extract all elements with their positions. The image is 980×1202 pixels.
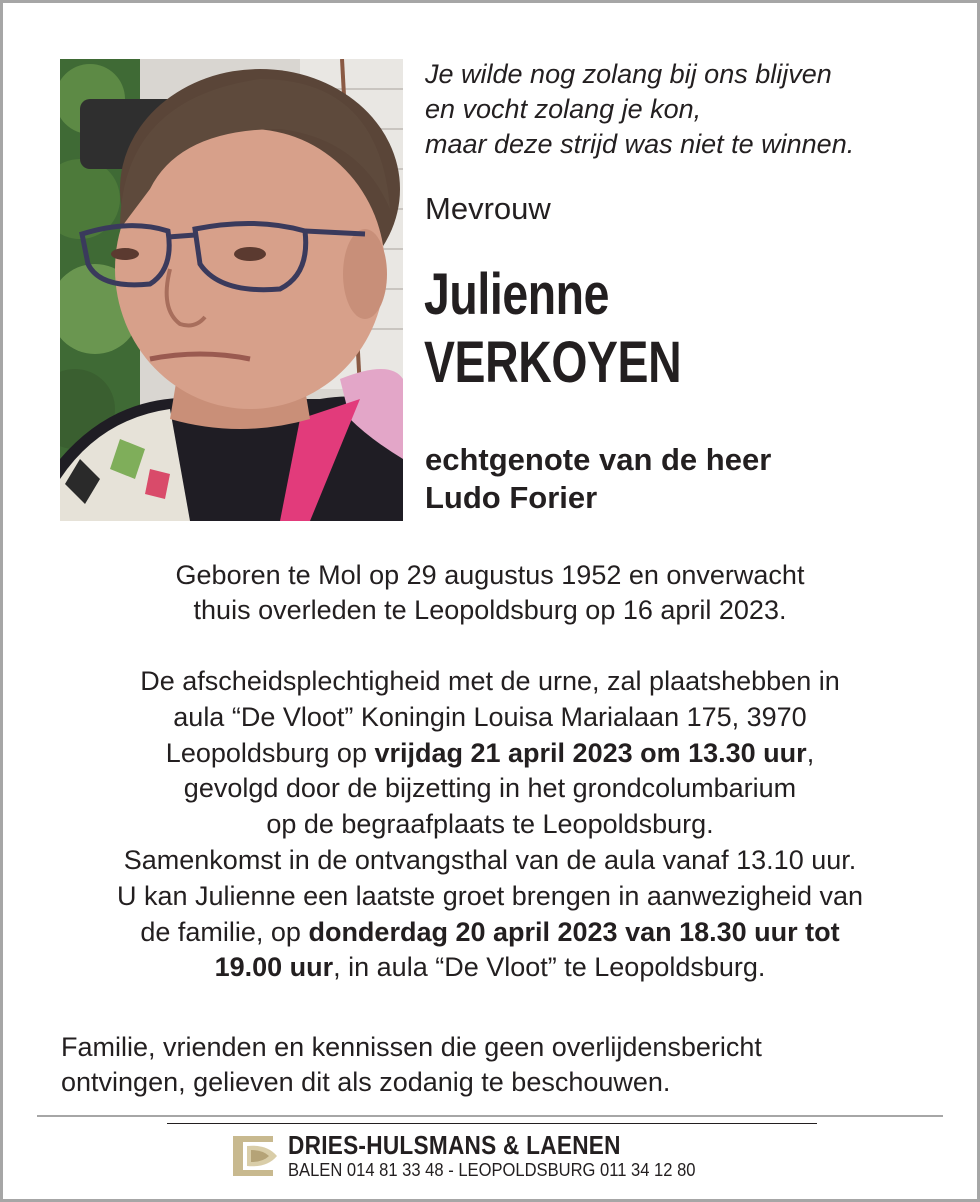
portrait-photo [60, 59, 403, 521]
spouse-info [425, 441, 771, 517]
ceremony-line: aula “De Vloot” Koningin Louisa Marialaan 175, 3970 [173, 701, 807, 732]
spouse-line-1: echtgenote van de heer [425, 442, 772, 477]
funeral-home-phones: BALEN 014 81 33 48 - LEOPOLDSBURG 011 34 12 80 [288, 1160, 696, 1180]
spouse-line-2: Ludo Forier [425, 480, 598, 515]
notice-line: Familie, vrienden en kennissen die geen overlijdensbericht [61, 1032, 762, 1062]
birth-death-info [3, 558, 977, 628]
ceremony-text: de familie, op [140, 916, 309, 947]
poem-line: en vocht zolang je kon, [425, 94, 702, 124]
deceased-name [424, 261, 681, 397]
ceremony-line: op de begraafplaats te Leopoldsburg. [266, 809, 714, 840]
ceremony-line [3, 736, 977, 772]
funeral-home-name: DRIES-HULSMANS & LAENEN [288, 1130, 621, 1160]
honorific-title: Mevrouw [425, 191, 551, 226]
ceremony-line: Samenkomst in de ontvangsthal van de aula vanaf 13.10 uur. [123, 844, 857, 875]
portrait-image [60, 59, 403, 521]
poem [425, 57, 854, 162]
ceremony-line: De afscheidsplechtigheid met de urne, zal plaatshebben in [140, 666, 840, 696]
notice-line: ontvingen, gelieven dit als zodanig te beschouwen. [61, 1067, 671, 1097]
footer-divider-thin [167, 1123, 817, 1124]
ceremony-text: , [806, 737, 815, 768]
visitation-end-time: 19.00 uur [214, 952, 334, 983]
ceremony-info [3, 664, 977, 986]
ceremony-text: , in aula “De Vloot” te Leopoldsburg. [333, 952, 766, 983]
ceremony-date: vrijdag 21 april 2023 om 13.30 uur [374, 737, 807, 768]
funeral-home-logo-icon [229, 1130, 281, 1180]
ceremony-line [3, 950, 977, 986]
ceremony-text: Leopoldsburg op [165, 737, 375, 768]
first-name: Julienne [424, 262, 610, 327]
last-name: VERKOYEN [424, 330, 682, 395]
ceremony-line [3, 915, 977, 951]
ceremony-line: gevolgd door de bijzetting in het grondcolumbarium [183, 773, 797, 804]
visitation-date: donderdag 20 april 2023 van 18.30 uur tot [308, 916, 840, 947]
poem-line: maar deze strijd was niet te winnen. [425, 129, 855, 159]
birth-line-2: thuis overleden te Leopoldsburg op 16 april 2023. [193, 595, 787, 625]
footer-divider [37, 1115, 943, 1117]
birth-line-1: Geboren te Mol op 29 augustus 1952 en onverwacht [175, 560, 805, 590]
notice [61, 1030, 762, 1100]
ceremony-line: U kan Julienne een laatste groet brengen in aanwezigheid van [116, 880, 864, 911]
poem-line: Je wilde nog zolang bij ons blijven [425, 59, 832, 89]
